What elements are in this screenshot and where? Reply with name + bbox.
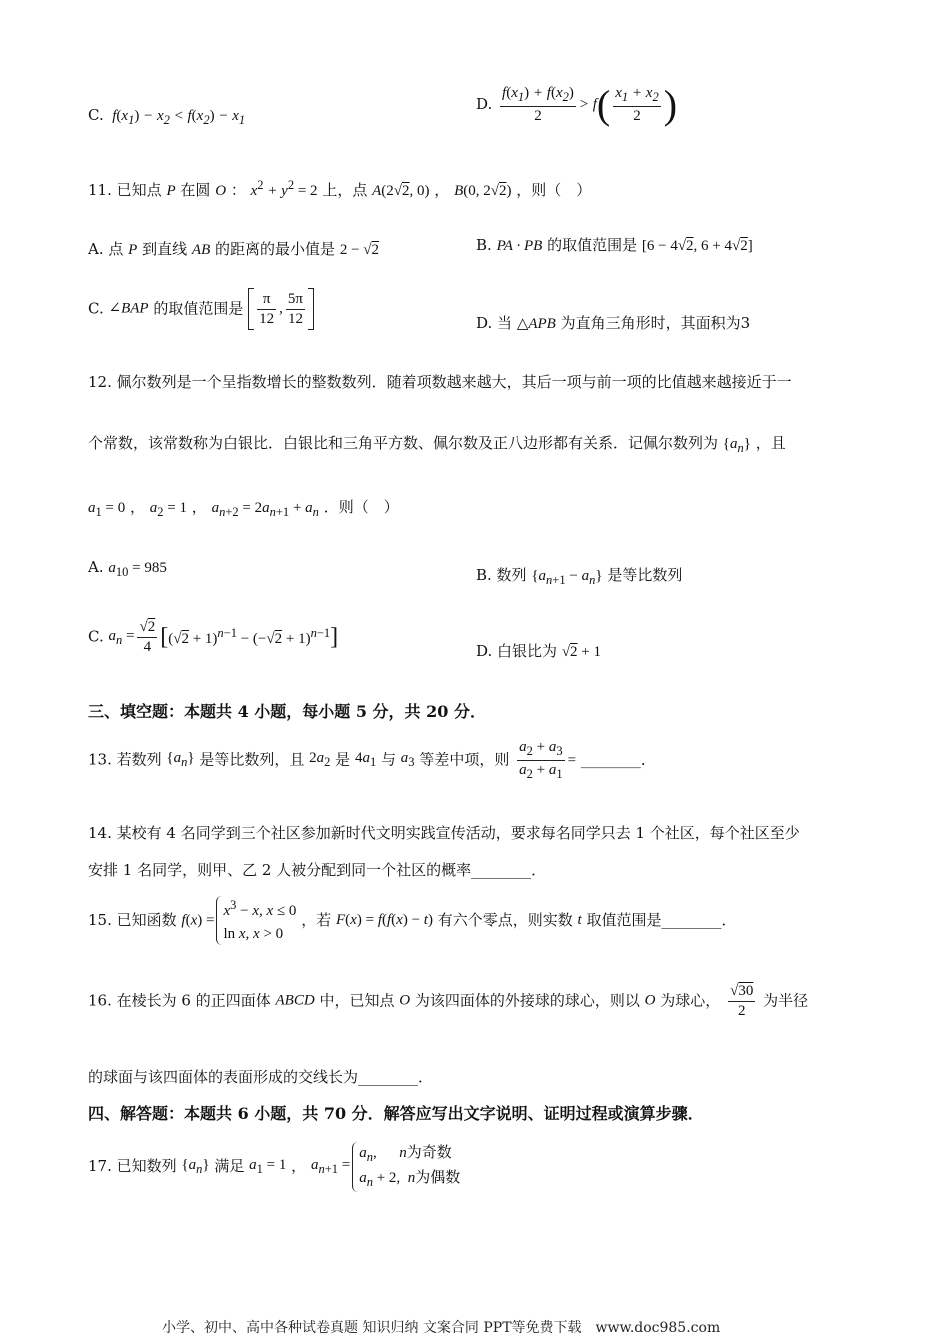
q17: 17. 已知数列 $\{a_n\}$ 满足 $a_1 = 1$ ， $a_{n+1}$ = $a_n$, n为奇数 $a_n + 2$, n为偶数 bbox=[88, 1142, 460, 1192]
math-o: O bbox=[215, 183, 227, 199]
q15-piecewise: f(x) = $x^3 - x$, x ≤ 0 ln x, x > 0 bbox=[181, 912, 296, 928]
q11-option-b-value: [6 − 4√2, 6 + 4√2] bbox=[641, 238, 753, 254]
page-footer: 小学、初中、高中各种试卷真题 知识归纳 文案合同 PPT等免费下载 www.doc985.com bbox=[162, 1320, 721, 1336]
q11-option-a: A. 点 P 到直线 AB 的距离的最小值是 2 − √2 bbox=[88, 240, 380, 258]
q12-line-1: 12. 佩尔数列是一个呈指数增长的整数数列．随着项数越来越大，其后一项与前一项的比值越来越接近于一 bbox=[88, 373, 792, 391]
math-point-a: A(2√2, 0) bbox=[372, 183, 430, 199]
q12-option-d: D. 白银比为 √2 + 1 bbox=[476, 642, 602, 660]
q11-option-c: C. ∠BAP 的取值范围是 $\frac{\pi}{12}$ , $\frac{5\pi}{12}$ bbox=[88, 288, 314, 330]
q13-fraction: $\frac{a_2 + a_3}{a_2 + a_1}$ = bbox=[519, 739, 577, 781]
q10-option-d: D. $\frac{f(x_1) + f(x_2)}{2}$ > f( $\frac{x_1 + x_2}{2}$ ) bbox=[476, 81, 678, 127]
q11-option-a-value: 2 − √2 bbox=[339, 242, 380, 258]
q17-recurrence: $a_{n+1}$ = $a_n$, n为奇数 $a_n + 2$, n为偶数 bbox=[311, 1158, 460, 1174]
q16-radius: $\frac{√30}{2}$ bbox=[730, 983, 754, 1019]
q12-line-2: 个常数，该常数称为白银比．白银比和三角平方数、佩尔数及正八边形都有关系．记佩尔数列为 $\{a_n\}$ ，且 bbox=[88, 434, 786, 455]
q10-option-c-formula: $f(x_1) - x_2 < f(x_2) - x_1$ bbox=[108, 108, 246, 127]
math-p: P bbox=[166, 183, 176, 199]
section-3-heading: 三、填空题：本题共 4 小题，每小题 5 分，共 20 分． bbox=[88, 702, 486, 721]
math-point-b: B(0, 2√2) bbox=[454, 183, 512, 199]
q14-line-2: 安排 1 名同学，则甲、乙 2 人被分配到同一个社区的概率________． bbox=[88, 861, 547, 879]
q12-option-a: A. $a_{10} = 985$ bbox=[88, 558, 167, 579]
q16-line-1: 16. 在棱长为 6 的正四面体 ABCD 中，已知点 O 为该四面体的外接球的球心，则以 O 为球心， $\frac{√30}{2}$ 为半径 bbox=[88, 983, 809, 1019]
q11-stem: 11. 已知点 P 在圆 O ： $x^2 + y^2 = 2$ 上，点 A(2√2, 0) ， B(0, 2√2) ，则（ ） bbox=[88, 178, 592, 199]
q12-option-a-formula: $a_{10} = 985$ bbox=[108, 560, 167, 579]
q12-option-b: B. 数列 $\{a_{n+1} - a_n\}$ 是等比数列 bbox=[476, 566, 683, 587]
q13: 13. 若数列 $\{a_n\}$ 是等比数列，且 $2a_2$ 是 $4a_1$ 与 $a_3$ 等差中项，则 $\frac{a_2 + a_3}{a_2 + a_1}$ = ________． bbox=[88, 739, 656, 781]
q10-option-c: C. $f(x_1) - x_2 < f(x_2) - x_1$ bbox=[88, 106, 246, 127]
q11-option-b: B. PA · PB 的取值范围是 [6 − 4√2, 6 + 4√2] bbox=[476, 236, 753, 254]
q14-line-1: 14. 某校有 4 名同学到三个社区参加新时代文明实践宣传活动，要求每名同学只去 1 个社区，每个社区至少 bbox=[88, 824, 800, 842]
q10-option-d-formula: $\frac{f(x_1) + f(x_2)}{2}$ > f( $\frac{x_1 + x_2}{2}$ ) bbox=[502, 81, 678, 127]
q16-line-2: 的球面与该四面体的表面形成的交线长为________． bbox=[88, 1068, 434, 1086]
math-circle-eq: $x^2 + y^2 = 2$ bbox=[250, 178, 318, 199]
section-4-heading: 四、解答题：本题共 6 小题，共 70 分．解答应写出文字说明、证明过程或演算步骤． bbox=[88, 1104, 704, 1123]
q15: 15. 已知函数 f(x) = $x^3 - x$, x ≤ 0 ln x, x > 0 ，若 F(x) = f(f(x) − t) 有六个零点，则实数 t 取值范围是________． bbox=[88, 896, 737, 945]
q12-option-c-formula: $a_n$ = $\frac{√2}{4}$ $[(√2 + 1)^{n-1} - (-√2 + 1)^{n-1}]$ bbox=[108, 619, 339, 655]
q12-line-3: $a_1 = 0$ ， $a_2 = 1$ ， $a_{n+2} = 2a_{n+1} + a_n$ ．则（ ） bbox=[88, 498, 399, 519]
q12-option-c: C. $a_n$ = $\frac{√2}{4}$ $[(√2 + 1)^{n-1} - (-√2 + 1)^{n-1}]$ bbox=[88, 619, 339, 655]
q11-option-d: D. 当 △APB 为直角三角形时，其面积为3 bbox=[476, 314, 751, 332]
q12-option-d-value: √2 + 1 bbox=[561, 644, 602, 660]
q11-option-c-value: $\frac{\pi}{12}$ , $\frac{5\pi}{12}$ bbox=[248, 300, 314, 316]
